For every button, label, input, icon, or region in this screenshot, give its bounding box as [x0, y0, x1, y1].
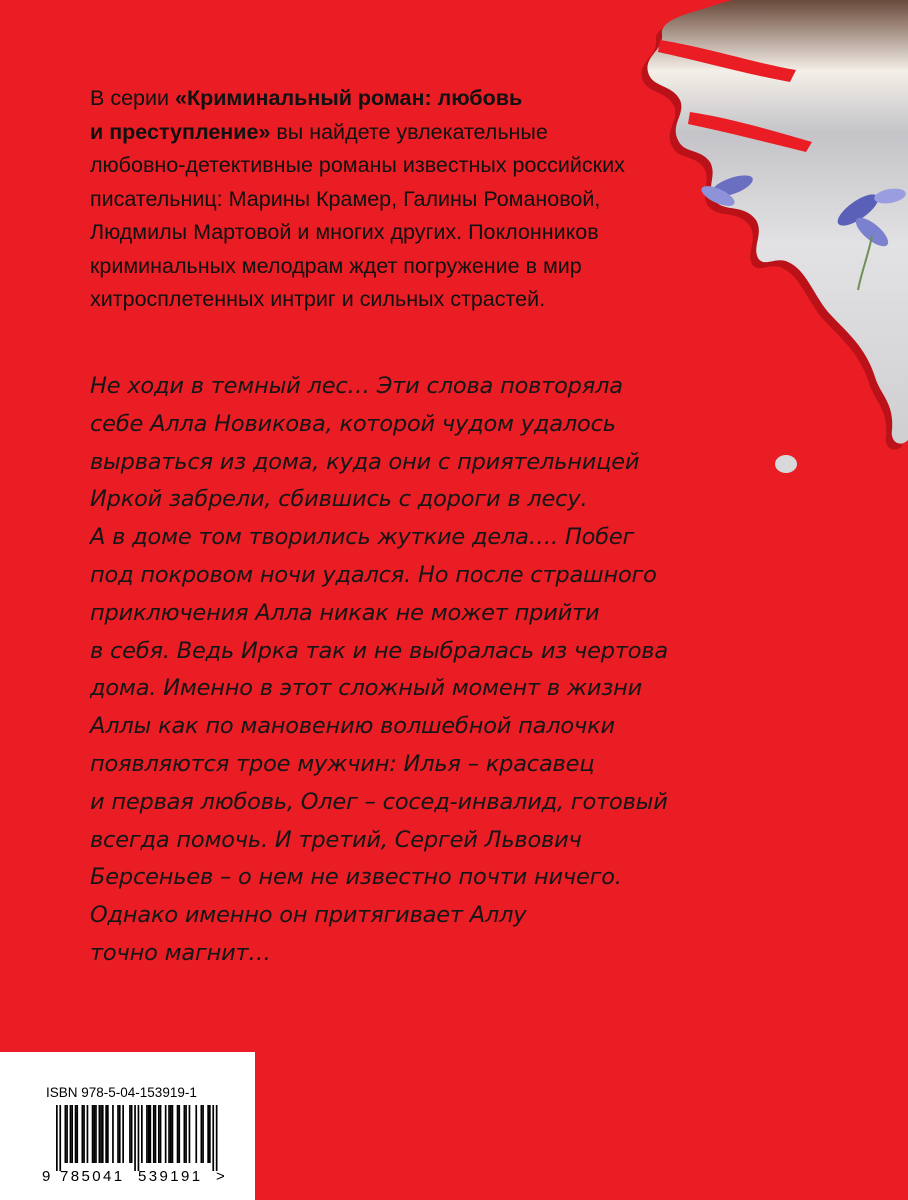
series-title-text: и преступление»	[90, 119, 271, 144]
barcode-bar	[131, 1105, 133, 1163]
barcode-bar	[129, 1105, 131, 1163]
barcode-bar	[189, 1105, 191, 1163]
barcode-bar	[95, 1105, 97, 1163]
annotation-line: приключения Алла никак не может прийти	[90, 599, 600, 626]
barcode-bar	[150, 1105, 152, 1163]
barcode-bar	[170, 1105, 172, 1163]
barcode-bar	[65, 1105, 67, 1163]
intro-text: криминальных мелодрам ждет погружение в мир	[90, 253, 582, 278]
intro-line	[90, 283, 650, 317]
intro-text: Людмилы Мартовой и многих других. Поклонников	[90, 220, 599, 244]
barcode-bar	[82, 1105, 84, 1163]
book-annotation	[90, 368, 810, 973]
barcode-bar	[216, 1105, 218, 1171]
isbn-label: ISBN 978-5-04-153919-1	[46, 1085, 197, 1100]
barcode-bar	[76, 1105, 78, 1163]
barcode-bar	[99, 1105, 101, 1163]
annotation-line: себе Алла Новикова, которой чудом удалось	[90, 410, 616, 437]
annotation-line: точно магнит…	[90, 939, 271, 966]
barcode-bar	[184, 1105, 186, 1163]
barcode-bar	[100, 1105, 102, 1163]
barcode-bar	[165, 1105, 167, 1163]
annotation-line: Не ходи в темный лес… Эти слова повторяла	[90, 373, 623, 399]
barcode-bar	[185, 1105, 187, 1163]
barcode-bar	[202, 1105, 204, 1163]
barcode-bar	[148, 1105, 150, 1163]
barcode-bar	[75, 1105, 77, 1163]
intro-text: В серии	[90, 86, 175, 110]
intro-text: вы найдете увлекательные	[270, 119, 548, 144]
barcode-bar	[212, 1105, 214, 1171]
barcode-bar	[92, 1105, 94, 1163]
barcode-group-right: 539191	[138, 1168, 203, 1185]
barcode-bar	[93, 1105, 95, 1163]
barcode-bar	[117, 1105, 119, 1163]
barcode-bar	[107, 1105, 109, 1163]
barcode-bar	[122, 1105, 124, 1163]
barcode-bar	[138, 1105, 140, 1171]
barcode-bar	[153, 1105, 155, 1163]
intro-line	[90, 183, 650, 217]
barcode-bar	[172, 1105, 174, 1163]
intro-text: писательниц: Марины Крамер, Галины Романовой,	[90, 186, 601, 211]
barcode-bar	[102, 1105, 104, 1163]
barcode-bar	[168, 1105, 170, 1163]
intro-line	[90, 82, 650, 116]
series-title-text: «Криминальный роман: любовь	[174, 86, 523, 110]
intro-line	[90, 149, 650, 183]
annotation-line: появляются трое мужчин: Илья – красавец	[90, 750, 595, 777]
barcode-bars	[56, 1105, 218, 1171]
annotation-line: в себя. Ведь Ирка так и не выбралась из чертова	[90, 637, 668, 664]
barcode-group-left: 785041	[60, 1168, 125, 1185]
intro-text: хитросплетенных интриг и сильных страстей.	[90, 287, 546, 311]
intro-text: любовно-детективные романы известных российских	[90, 153, 625, 177]
annotation-line: всегда помочь. И третий, Сергей Львович	[90, 826, 582, 853]
annotation-line: и первая любовь, Олег – сосед-инвалид, готовый	[90, 788, 668, 815]
barcode-bar	[87, 1105, 89, 1163]
barcode-bar	[209, 1105, 211, 1163]
barcode-bar	[119, 1105, 121, 1163]
barcode-bar	[158, 1105, 160, 1163]
intro-line	[90, 216, 650, 250]
barcode-bar	[70, 1105, 72, 1163]
annotation-line: Однако именно он притягивает Аллу	[90, 902, 527, 929]
annotation-line: А в доме том творились жуткие дела…. Побег	[90, 524, 635, 551]
barcode-bar	[195, 1105, 197, 1163]
annotation-line: Берсеньев – о нем не известно почти ничего.	[90, 864, 622, 891]
barcode-lead-digit: 9	[42, 1168, 51, 1185]
barcode-bar	[201, 1105, 203, 1163]
isbn-barcode	[40, 1103, 236, 1185]
barcode-bar	[83, 1105, 85, 1163]
barcode-bar	[59, 1105, 61, 1171]
barcode-end-mark: >	[216, 1168, 225, 1185]
barcode-bar	[141, 1105, 143, 1163]
annotation-line: под покровом ночи удался. Но после страшного	[90, 561, 657, 588]
annotation-line: дома. Именно в этот сложный момент в жизни	[90, 675, 643, 702]
series-intro-paragraph	[90, 82, 650, 317]
barcode-bar	[112, 1105, 114, 1163]
barcode-bar	[146, 1105, 148, 1163]
barcode-bar	[155, 1105, 157, 1163]
barcode-bar	[134, 1105, 136, 1171]
barcode-bar	[207, 1105, 209, 1163]
intro-line	[90, 116, 650, 150]
barcode-bar	[66, 1105, 68, 1163]
barcode-bar	[178, 1105, 180, 1163]
annotation-line: Иркой забрели, сбившись с дороги в лесу.	[90, 486, 588, 513]
barcode-bar	[160, 1105, 162, 1163]
barcode-bar	[56, 1105, 58, 1171]
barcode-bar	[177, 1105, 179, 1163]
annotation-line: вырваться из дома, куда они с приятельницей	[90, 448, 640, 475]
barcode-bar	[71, 1105, 73, 1163]
intro-line	[90, 250, 650, 284]
annotation-line: Аллы как по мановению волшебной палочки	[90, 713, 615, 740]
barcode-bar	[105, 1105, 107, 1163]
